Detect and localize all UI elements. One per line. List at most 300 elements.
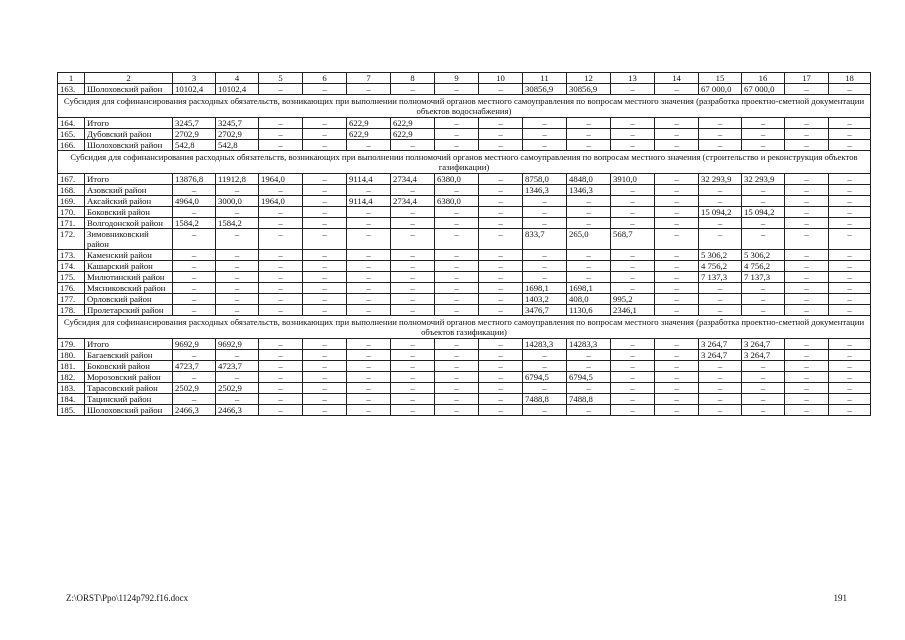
value-cell: 7488,8 [523,394,567,405]
value-cell: 3245,7 [216,118,259,129]
value-cell: – [523,361,567,372]
row-number: 178. [58,305,85,316]
row-number: 173. [58,250,85,261]
value-cell: – [435,361,479,372]
value-cell: – [611,272,655,283]
file-path: Z:\ORST\Ppo\1124p792.f16.docx [66,593,189,603]
value-cell: 4 756,2 [699,261,742,272]
value-cell: – [216,283,259,294]
value-cell: 3245,7 [173,118,216,129]
value-cell: – [785,207,829,218]
value-cell: – [785,272,829,283]
value-cell: – [479,294,523,305]
table-row [58,294,871,305]
value-cell: – [435,294,479,305]
value-cell: – [611,84,655,95]
value-cell: – [435,261,479,272]
value-cell: – [435,305,479,316]
value-cell: 9692,9 [173,339,216,350]
row-number: 167. [58,174,85,185]
value-cell: 4723,7 [173,361,216,372]
value-cell: – [435,383,479,394]
value-cell: – [391,350,435,361]
value-cell: – [567,218,611,229]
value-cell: – [829,350,871,361]
value-cell: 30856,9 [567,84,611,95]
value-cell: – [523,383,567,394]
value-cell: 2346,1 [611,305,655,316]
value-cell: – [829,372,871,383]
value-cell: – [435,207,479,218]
value-cell: – [655,196,699,207]
value-cell: – [479,405,523,416]
value-cell: – [655,405,699,416]
value-cell: – [785,185,829,196]
value-cell: – [785,218,829,229]
value-cell: – [785,294,829,305]
value-cell: – [655,207,699,218]
district-name: Кашарский район [85,261,173,272]
value-cell: 30856,9 [523,84,567,95]
value-cell: – [173,350,216,361]
value-cell: 9114,4 [347,196,391,207]
column-number: 4 [216,73,259,84]
value-cell: 995,2 [611,294,655,305]
table-row [58,229,871,250]
value-cell: – [259,372,303,383]
value-cell: 3 264,7 [699,339,742,350]
district-name: Боковский район [85,207,173,218]
value-cell: – [699,305,742,316]
district-name: Итого [85,174,173,185]
value-cell: – [742,218,785,229]
value-cell: – [479,218,523,229]
table-row [58,207,871,218]
value-cell: 32 293,9 [699,174,742,185]
value-cell: – [655,350,699,361]
value-cell: 265,0 [567,229,611,250]
value-cell: 2502,9 [216,383,259,394]
value-cell: 1964,0 [259,174,303,185]
value-cell: 4848,0 [567,174,611,185]
value-cell: – [347,283,391,294]
value-cell: – [259,305,303,316]
value-cell: – [742,196,785,207]
value-cell: 14283,3 [523,339,567,350]
value-cell: 6380,0 [435,196,479,207]
value-cell: – [216,394,259,405]
value-cell: – [173,207,216,218]
value-cell: – [303,339,347,350]
value-cell: – [259,394,303,405]
value-cell: – [259,361,303,372]
value-cell: 622,9 [391,118,435,129]
value-cell: – [785,229,829,250]
value-cell: – [347,305,391,316]
value-cell: – [259,261,303,272]
value-cell: – [303,283,347,294]
district-name: Шолоховский район [85,405,173,416]
page-number: 191 [833,593,847,603]
value-cell: – [303,261,347,272]
value-cell: – [303,405,347,416]
value-cell: – [611,261,655,272]
value-cell: – [567,140,611,151]
value-cell: – [347,372,391,383]
value-cell: 4964,0 [173,196,216,207]
value-cell: – [829,283,871,294]
value-cell: – [523,207,567,218]
column-number: 9 [435,73,479,84]
value-cell: – [347,229,391,250]
value-cell: – [303,305,347,316]
value-cell: – [479,305,523,316]
district-name: Азовский район [85,185,173,196]
value-cell: – [303,207,347,218]
value-cell: – [829,294,871,305]
value-cell: – [479,196,523,207]
row-number: 182. [58,372,85,383]
column-number: 13 [611,73,655,84]
value-cell: – [347,394,391,405]
table-row [58,272,871,283]
value-cell: – [216,185,259,196]
value-cell: – [567,383,611,394]
value-cell: – [742,118,785,129]
value-cell: – [259,118,303,129]
value-cell: 9114,4 [347,174,391,185]
section-heading: Субсидия для софинансирования расходных обязательств, возникающих при выполнении полномочий органов местного самоуправления по вопросам местного значения (строительство и реконструкция объектов газификации) [58,151,871,174]
value-cell: – [347,218,391,229]
value-cell: 1698,1 [523,283,567,294]
value-cell: – [347,361,391,372]
value-cell: – [216,272,259,283]
value-cell: – [391,339,435,350]
value-cell: – [655,129,699,140]
value-cell: – [785,361,829,372]
column-number: 12 [567,73,611,84]
value-cell: – [655,140,699,151]
value-cell: 67 000,0 [699,84,742,95]
value-cell: – [742,383,785,394]
district-name: Каменский район [85,250,173,261]
value-cell: 3 264,7 [742,350,785,361]
value-cell: – [655,229,699,250]
district-name: Орловский район [85,294,173,305]
value-cell: – [479,118,523,129]
value-cell: 10102,4 [173,84,216,95]
value-cell: – [479,129,523,140]
row-number: 166. [58,140,85,151]
value-cell: 67 000,0 [742,84,785,95]
value-cell: 6794,5 [523,372,567,383]
value-cell: – [523,140,567,151]
column-number: 8 [391,73,435,84]
value-cell: – [742,140,785,151]
value-cell: 1130,6 [567,305,611,316]
district-name: Аксайский район [85,196,173,207]
value-cell: – [259,383,303,394]
column-number: 1 [58,73,85,84]
value-cell: – [699,185,742,196]
value-cell: – [829,129,871,140]
value-cell: – [785,405,829,416]
row-number: 174. [58,261,85,272]
value-cell: – [611,196,655,207]
value-cell: – [173,250,216,261]
value-cell: – [391,305,435,316]
value-cell: 10102,4 [216,84,259,95]
value-cell: 1584,2 [173,218,216,229]
value-cell: – [259,185,303,196]
value-cell: – [173,294,216,305]
value-cell: – [699,361,742,372]
value-cell: – [303,174,347,185]
value-cell: – [611,250,655,261]
value-cell: – [259,207,303,218]
value-cell: – [435,140,479,151]
value-cell: – [479,394,523,405]
value-cell: 2734,4 [391,196,435,207]
value-cell: – [435,129,479,140]
value-cell: – [829,196,871,207]
table-row [58,118,871,129]
value-cell: – [829,272,871,283]
table-row [58,394,871,405]
value-cell: 9692,9 [216,339,259,350]
value-cell: – [785,84,829,95]
district-name: Милютинский район [85,272,173,283]
value-cell: – [829,185,871,196]
value-cell: – [391,261,435,272]
value-cell: – [391,229,435,250]
value-cell: – [259,250,303,261]
value-cell: 2466,3 [173,405,216,416]
value-cell: – [435,394,479,405]
value-cell: – [303,229,347,250]
value-cell: – [173,272,216,283]
value-cell: – [699,196,742,207]
value-cell: 1346,3 [523,185,567,196]
value-cell: – [479,372,523,383]
value-cell: 8758,0 [523,174,567,185]
value-cell: – [611,405,655,416]
value-cell: – [829,218,871,229]
value-cell: – [435,283,479,294]
value-cell: – [785,394,829,405]
value-cell: – [479,272,523,283]
value-cell: – [829,84,871,95]
value-cell: – [435,405,479,416]
value-cell: – [391,394,435,405]
value-cell: – [435,185,479,196]
value-cell: – [829,207,871,218]
table-row [58,174,871,185]
value-cell: – [567,129,611,140]
value-cell: – [259,405,303,416]
value-cell: – [611,372,655,383]
column-number: 18 [829,73,871,84]
value-cell: – [611,140,655,151]
value-cell: – [347,272,391,283]
value-cell: – [435,84,479,95]
value-cell: – [567,361,611,372]
value-cell: – [173,185,216,196]
value-cell: – [523,218,567,229]
value-cell: 1964,0 [259,196,303,207]
table-row [58,140,871,151]
row-number: 180. [58,350,85,361]
value-cell: – [655,394,699,405]
value-cell: – [611,218,655,229]
district-name: Морозовский район [85,372,173,383]
value-cell: – [611,339,655,350]
value-cell: – [785,339,829,350]
value-cell: – [655,383,699,394]
value-cell: – [785,383,829,394]
value-cell: 7488,8 [567,394,611,405]
value-cell: – [655,250,699,261]
value-cell: – [567,207,611,218]
value-cell: – [829,174,871,185]
table-row [58,305,871,316]
value-cell: – [785,250,829,261]
value-cell: – [611,350,655,361]
value-cell: – [347,185,391,196]
value-cell: – [742,129,785,140]
district-name: Мясниковский район [85,283,173,294]
value-cell: – [655,361,699,372]
table-row [58,250,871,261]
value-cell: – [216,250,259,261]
value-cell: – [391,185,435,196]
value-cell: 13876,8 [173,174,216,185]
value-cell: – [435,250,479,261]
value-cell: – [347,261,391,272]
value-cell: – [611,361,655,372]
value-cell: 542,8 [173,140,216,151]
value-cell: – [259,350,303,361]
value-cell: – [655,84,699,95]
value-cell: – [785,261,829,272]
value-cell: – [391,383,435,394]
value-cell: – [655,294,699,305]
row-number: 175. [58,272,85,283]
value-cell: – [216,350,259,361]
value-cell: 14283,3 [567,339,611,350]
section-heading-row [58,316,871,339]
value-cell: – [391,140,435,151]
value-cell: – [785,305,829,316]
value-cell: 2502,9 [173,383,216,394]
table-row [58,185,871,196]
value-cell: – [785,140,829,151]
value-cell: – [523,350,567,361]
value-cell: – [216,229,259,250]
value-cell: 6380,0 [435,174,479,185]
value-cell: – [742,361,785,372]
value-cell: – [567,405,611,416]
value-cell: – [611,118,655,129]
value-cell: – [829,229,871,250]
value-cell: – [303,218,347,229]
value-cell: – [742,229,785,250]
value-cell: – [829,250,871,261]
value-cell: – [303,84,347,95]
value-cell: 3000,0 [216,196,259,207]
value-cell: 5 306,2 [699,250,742,261]
value-cell: 7 137,3 [742,272,785,283]
value-cell: – [785,129,829,140]
district-name: Тарасовский район [85,383,173,394]
value-cell: – [303,294,347,305]
value-cell: – [303,383,347,394]
value-cell: – [523,261,567,272]
section-heading-row [58,151,871,174]
value-cell: – [216,305,259,316]
value-cell: 3 264,7 [742,339,785,350]
value-cell: – [699,405,742,416]
row-number: 163. [58,84,85,95]
value-cell: – [479,250,523,261]
value-cell: – [347,350,391,361]
table-row [58,405,871,416]
value-cell: – [173,261,216,272]
table-row [58,283,871,294]
value-cell: – [435,272,479,283]
value-cell: 568,7 [611,229,655,250]
value-cell: 2734,4 [391,174,435,185]
value-cell: – [523,250,567,261]
value-cell: – [785,350,829,361]
value-cell: 7 137,3 [699,272,742,283]
value-cell: – [303,350,347,361]
value-cell: – [699,140,742,151]
value-cell: – [785,372,829,383]
district-name: Пролетарский район [85,305,173,316]
row-number: 169. [58,196,85,207]
table-row [58,261,871,272]
value-cell: – [742,394,785,405]
value-cell: – [303,196,347,207]
column-number: 7 [347,73,391,84]
value-cell: 2702,9 [173,129,216,140]
value-cell: – [259,129,303,140]
value-cell: – [785,196,829,207]
value-cell: – [523,405,567,416]
value-cell: – [611,283,655,294]
value-cell: – [303,361,347,372]
column-number: 5 [259,73,303,84]
value-cell: – [347,405,391,416]
column-number: 10 [479,73,523,84]
table-row [58,372,871,383]
row-number: 164. [58,118,85,129]
district-name: Зимовниковский район [85,229,173,250]
value-cell: – [567,272,611,283]
value-cell: – [347,84,391,95]
value-cell: 3476,7 [523,305,567,316]
value-cell: – [479,261,523,272]
value-cell: – [742,294,785,305]
value-cell: – [479,339,523,350]
value-cell: – [829,305,871,316]
value-cell: – [391,272,435,283]
value-cell: – [259,84,303,95]
value-cell: – [435,229,479,250]
value-cell: – [699,383,742,394]
district-name: Шолоховский район [85,84,173,95]
